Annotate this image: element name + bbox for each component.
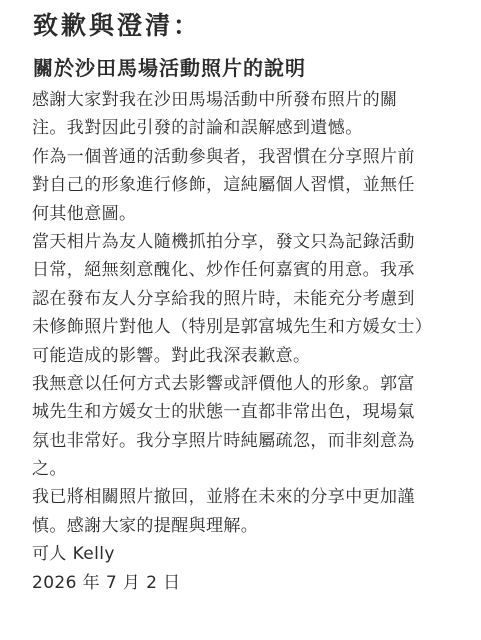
statement-body: [32, 86, 462, 597]
page-subtitle: 關於沙田馬場活動照片的說明: [33, 56, 306, 80]
body-line: 之。: [32, 459, 67, 480]
date: 2026 年 7 月 2 日: [32, 572, 181, 593]
body-line: 日常，絕無刻意醜化、炒作任何嘉賓的用意。我承: [32, 260, 415, 281]
body-line: 對自己的形象進行修飾，這純屬個人習慣，並無任: [32, 175, 415, 196]
body-line: 氛也非常好。我分享照片時純屬疏忽，而非刻意為: [32, 430, 415, 451]
page-title: 致歉與澄清：: [33, 11, 202, 40]
body-line: 可能造成的影響。對此我深表歉意。: [32, 345, 311, 366]
body-line: 認在發布友人分享給我的照片時，未能充分考慮到: [32, 288, 415, 309]
body-line: 慎。感謝大家的提醒與理解。: [32, 515, 259, 536]
body-line: 作為一個普通的活動參與者，我習慣在分享照片前: [32, 146, 415, 167]
signature: 可人 Kelly: [32, 544, 115, 565]
body-line: 感謝大家對我在沙田馬場活動中所發布照片的關: [32, 90, 398, 110]
body-line: 我無意以任何方式去影響或評價他人的形象。郭富: [32, 373, 415, 394]
body-line: 我已將相關照片撤回，並將在未來的分享中更加謹: [32, 487, 415, 508]
body-line: 城先生和方媛女士的狀態一直都非常出色，現場氣: [32, 402, 415, 423]
body-line: 當天相片為友人隨機抓拍分享，發文只為記錄活動: [32, 231, 415, 252]
body-line: 何其他意圖。: [32, 203, 137, 224]
body-line: 注。我對因此引發的討論和誤解感到遺憾。: [32, 118, 363, 139]
body-line: 未修飾照片對他人（特別是郭富城先生和方媛女士）: [32, 317, 433, 338]
